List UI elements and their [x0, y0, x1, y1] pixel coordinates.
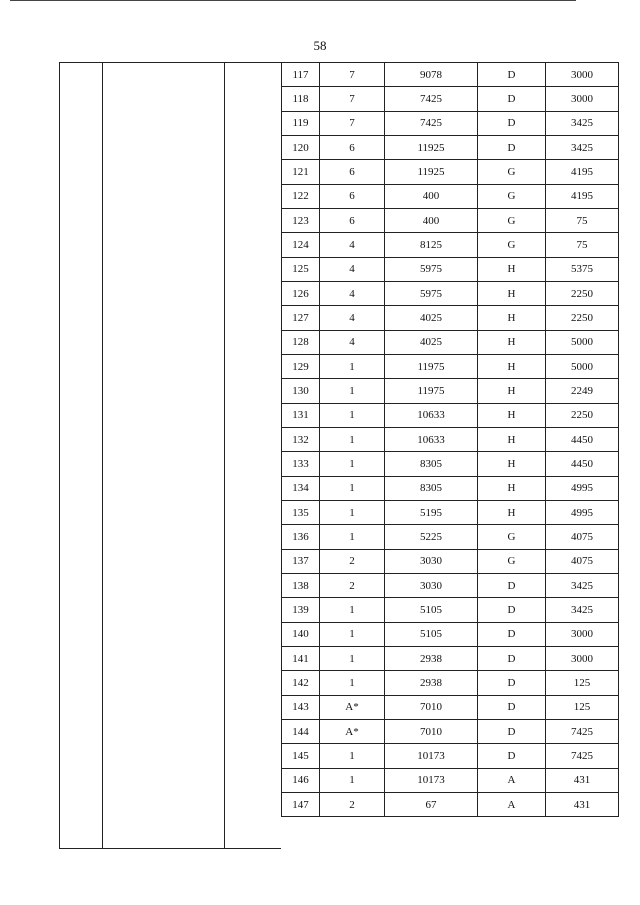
- table-row: [282, 598, 619, 622]
- table-row: [282, 354, 619, 378]
- letter-cell: G: [478, 525, 546, 549]
- table-row: [282, 160, 619, 184]
- group-cell: 1: [320, 476, 385, 500]
- row-number-cell: 138: [282, 573, 320, 597]
- group-cell: 4: [320, 281, 385, 305]
- letter-cell: A: [478, 768, 546, 792]
- group-cell: 1: [320, 671, 385, 695]
- group-cell: 7: [320, 63, 385, 87]
- value-cell: 10633: [385, 403, 478, 427]
- table-row: [282, 744, 619, 768]
- amount-cell: 5000: [546, 330, 619, 354]
- amount-cell: 4075: [546, 549, 619, 573]
- table-row: [282, 379, 619, 403]
- group-cell: 7: [320, 111, 385, 135]
- table-row: [282, 768, 619, 792]
- group-cell: 1: [320, 598, 385, 622]
- letter-cell: H: [478, 403, 546, 427]
- table-row: [282, 525, 619, 549]
- group-cell: 4: [320, 257, 385, 281]
- group-cell: 1: [320, 500, 385, 524]
- amount-cell: 75: [546, 208, 619, 232]
- amount-cell: 2250: [546, 403, 619, 427]
- amount-cell: 2250: [546, 306, 619, 330]
- group-cell: 4: [320, 306, 385, 330]
- group-cell: 1: [320, 379, 385, 403]
- letter-cell: H: [478, 281, 546, 305]
- letter-cell: G: [478, 160, 546, 184]
- letter-cell: D: [478, 744, 546, 768]
- amount-cell: 75: [546, 233, 619, 257]
- data-table: [281, 62, 619, 817]
- row-number-cell: 145: [282, 744, 320, 768]
- group-cell: 1: [320, 622, 385, 646]
- amount-cell: 3425: [546, 111, 619, 135]
- value-cell: 11925: [385, 160, 478, 184]
- value-cell: 11975: [385, 379, 478, 403]
- value-cell: 5225: [385, 525, 478, 549]
- value-cell: 5105: [385, 598, 478, 622]
- row-number-cell: 127: [282, 306, 320, 330]
- row-number-cell: 136: [282, 525, 320, 549]
- letter-cell: D: [478, 646, 546, 670]
- letter-cell: D: [478, 573, 546, 597]
- row-number-cell: 126: [282, 281, 320, 305]
- value-cell: 10173: [385, 744, 478, 768]
- page-number: 58: [313, 38, 327, 53]
- empty-columns: [59, 62, 281, 849]
- letter-cell: A: [478, 792, 546, 816]
- row-number-cell: 144: [282, 719, 320, 743]
- amount-cell: 3000: [546, 646, 619, 670]
- group-cell: 2: [320, 549, 385, 573]
- top-border-line: [10, 0, 576, 1]
- row-number-cell: 120: [282, 135, 320, 159]
- row-number-cell: 139: [282, 598, 320, 622]
- amount-cell: 125: [546, 695, 619, 719]
- row-number-cell: 137: [282, 549, 320, 573]
- group-cell: 1: [320, 452, 385, 476]
- letter-cell: G: [478, 549, 546, 573]
- letter-cell: D: [478, 63, 546, 87]
- value-cell: 11925: [385, 135, 478, 159]
- table-row: [282, 500, 619, 524]
- table-row: [282, 549, 619, 573]
- value-cell: 400: [385, 208, 478, 232]
- table-row: [282, 281, 619, 305]
- amount-cell: 3000: [546, 87, 619, 111]
- value-cell: 5975: [385, 257, 478, 281]
- group-cell: 1: [320, 744, 385, 768]
- value-cell: 9078: [385, 63, 478, 87]
- group-cell: 1: [320, 427, 385, 451]
- group-cell: 1: [320, 768, 385, 792]
- row-number-cell: 117: [282, 63, 320, 87]
- amount-cell: 431: [546, 768, 619, 792]
- row-number-cell: 143: [282, 695, 320, 719]
- group-cell: 1: [320, 403, 385, 427]
- letter-cell: D: [478, 671, 546, 695]
- table-row: [282, 63, 619, 87]
- amount-cell: 4075: [546, 525, 619, 549]
- table-row: [282, 427, 619, 451]
- table-row: [282, 257, 619, 281]
- row-number-cell: 118: [282, 87, 320, 111]
- value-cell: 5975: [385, 281, 478, 305]
- table-row: [282, 208, 619, 232]
- group-cell: 2: [320, 792, 385, 816]
- group-cell: 4: [320, 330, 385, 354]
- letter-cell: H: [478, 330, 546, 354]
- amount-cell: 7425: [546, 719, 619, 743]
- amount-cell: 3000: [546, 63, 619, 87]
- letter-cell: D: [478, 598, 546, 622]
- value-cell: 8305: [385, 476, 478, 500]
- amount-cell: 5000: [546, 354, 619, 378]
- amount-cell: 4195: [546, 160, 619, 184]
- amount-cell: 3425: [546, 598, 619, 622]
- value-cell: 2938: [385, 671, 478, 695]
- row-number-cell: 121: [282, 160, 320, 184]
- table-row: [282, 792, 619, 816]
- value-cell: 7425: [385, 87, 478, 111]
- row-number-cell: 131: [282, 403, 320, 427]
- row-number-cell: 142: [282, 671, 320, 695]
- group-cell: 6: [320, 208, 385, 232]
- row-number-cell: 132: [282, 427, 320, 451]
- group-cell: 6: [320, 135, 385, 159]
- letter-cell: D: [478, 719, 546, 743]
- group-cell: 2: [320, 573, 385, 597]
- table-row: [282, 671, 619, 695]
- amount-cell: 4450: [546, 452, 619, 476]
- value-cell: 5195: [385, 500, 478, 524]
- letter-cell: H: [478, 257, 546, 281]
- letter-cell: H: [478, 452, 546, 476]
- row-number-cell: 122: [282, 184, 320, 208]
- row-number-cell: 134: [282, 476, 320, 500]
- amount-cell: 4195: [546, 184, 619, 208]
- amount-cell: 4995: [546, 476, 619, 500]
- group-cell: 7: [320, 87, 385, 111]
- letter-cell: D: [478, 622, 546, 646]
- value-cell: 10173: [385, 768, 478, 792]
- amount-cell: 2250: [546, 281, 619, 305]
- table-row: [282, 87, 619, 111]
- letter-cell: H: [478, 427, 546, 451]
- table-row: [282, 330, 619, 354]
- table-row: [282, 476, 619, 500]
- group-cell: 6: [320, 184, 385, 208]
- letter-cell: G: [478, 184, 546, 208]
- letter-cell: H: [478, 354, 546, 378]
- amount-cell: 2249: [546, 379, 619, 403]
- row-number-cell: 128: [282, 330, 320, 354]
- row-number-cell: 129: [282, 354, 320, 378]
- amount-cell: 3425: [546, 135, 619, 159]
- amount-cell: 3425: [546, 573, 619, 597]
- letter-cell: H: [478, 306, 546, 330]
- table-row: [282, 184, 619, 208]
- amount-cell: 431: [546, 792, 619, 816]
- table-row: [282, 233, 619, 257]
- value-cell: 7425: [385, 111, 478, 135]
- value-cell: 7010: [385, 719, 478, 743]
- row-number-cell: 119: [282, 111, 320, 135]
- table-row: [282, 573, 619, 597]
- row-number-cell: 130: [282, 379, 320, 403]
- value-cell: 4025: [385, 330, 478, 354]
- table-row: [282, 111, 619, 135]
- table-row: [282, 452, 619, 476]
- table-row: [282, 306, 619, 330]
- amount-cell: 125: [546, 671, 619, 695]
- value-cell: 7010: [385, 695, 478, 719]
- value-cell: 8125: [385, 233, 478, 257]
- value-cell: 2938: [385, 646, 478, 670]
- group-cell: 1: [320, 525, 385, 549]
- letter-cell: H: [478, 476, 546, 500]
- value-cell: 4025: [385, 306, 478, 330]
- column-divider: [224, 63, 225, 848]
- letter-cell: D: [478, 695, 546, 719]
- table-row: [282, 695, 619, 719]
- row-number-cell: 124: [282, 233, 320, 257]
- row-number-cell: 125: [282, 257, 320, 281]
- row-number-cell: 123: [282, 208, 320, 232]
- value-cell: 3030: [385, 549, 478, 573]
- row-number-cell: 133: [282, 452, 320, 476]
- amount-cell: 4995: [546, 500, 619, 524]
- letter-cell: D: [478, 135, 546, 159]
- value-cell: 67: [385, 792, 478, 816]
- group-cell: 1: [320, 646, 385, 670]
- letter-cell: D: [478, 87, 546, 111]
- letter-cell: H: [478, 500, 546, 524]
- value-cell: 5105: [385, 622, 478, 646]
- row-number-cell: 147: [282, 792, 320, 816]
- row-number-cell: 141: [282, 646, 320, 670]
- table-row: [282, 622, 619, 646]
- row-number-cell: 146: [282, 768, 320, 792]
- table-row: [282, 719, 619, 743]
- letter-cell: H: [478, 379, 546, 403]
- letter-cell: G: [478, 208, 546, 232]
- group-cell: A*: [320, 719, 385, 743]
- value-cell: 3030: [385, 573, 478, 597]
- group-cell: 6: [320, 160, 385, 184]
- table-row: [282, 403, 619, 427]
- amount-cell: 4450: [546, 427, 619, 451]
- table-row: [282, 646, 619, 670]
- amount-cell: 3000: [546, 622, 619, 646]
- group-cell: 4: [320, 233, 385, 257]
- group-cell: 1: [320, 354, 385, 378]
- amount-cell: 7425: [546, 744, 619, 768]
- row-number-cell: 135: [282, 500, 320, 524]
- value-cell: 400: [385, 184, 478, 208]
- value-cell: 11975: [385, 354, 478, 378]
- letter-cell: D: [478, 111, 546, 135]
- letter-cell: G: [478, 233, 546, 257]
- column-divider: [102, 63, 103, 848]
- row-number-cell: 140: [282, 622, 320, 646]
- value-cell: 8305: [385, 452, 478, 476]
- amount-cell: 5375: [546, 257, 619, 281]
- value-cell: 10633: [385, 427, 478, 451]
- group-cell: A*: [320, 695, 385, 719]
- table-row: [282, 135, 619, 159]
